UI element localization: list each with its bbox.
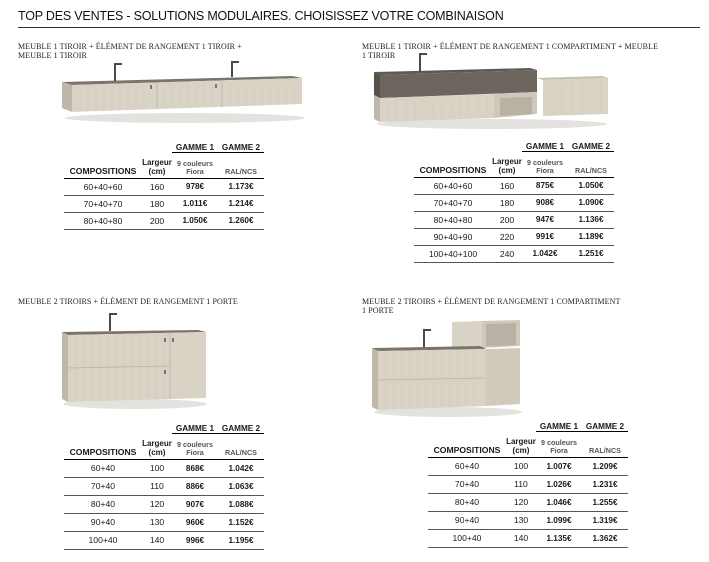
composition-cell: 70+40+70: [414, 194, 492, 211]
price-g2-cell: 1.088€: [218, 495, 264, 513]
gamme-2-subheader: RAL/NCS: [582, 431, 628, 457]
section-title: MEUBLE 1 TIROIR + ÉLÉMENT DE RANGEMENT 1 COMPARTIMENT + MEUBLE: [362, 42, 659, 51]
composition-cell: 80+40: [428, 493, 506, 511]
gamme-1-header: GAMME 1: [172, 138, 218, 152]
title-divider: [18, 27, 700, 28]
composition-cell: 70+40: [64, 477, 142, 495]
gamme-1-subheader: 9 couleurs Fiora: [536, 431, 582, 457]
compositions-header: COMPOSITIONS: [64, 433, 142, 459]
composition-cell: 80+40: [64, 495, 142, 513]
price-g1-cell: 947€: [522, 211, 568, 228]
price-g1-cell: 1.135€: [536, 529, 582, 547]
composition-cell: 60+40: [64, 459, 142, 477]
price-g2-cell: 1.189€: [568, 228, 614, 245]
section-4: [362, 297, 620, 315]
price-g1-cell: 996€: [172, 531, 218, 549]
width-cell: 220: [492, 228, 522, 245]
price-g2-cell: 1.362€: [582, 529, 628, 547]
price-g1-cell: 875€: [522, 177, 568, 194]
largeur-header: Largeur (cm): [506, 431, 536, 457]
compositions-header: COMPOSITIONS: [414, 151, 492, 177]
price-table-1: [64, 138, 264, 230]
width-cell: 100: [142, 459, 172, 477]
price-g2-cell: 1.063€: [218, 477, 264, 495]
width-cell: 110: [142, 477, 172, 495]
width-cell: 180: [492, 194, 522, 211]
composition-cell: 90+40: [64, 513, 142, 531]
table-row: [64, 195, 264, 212]
table-row: [64, 178, 264, 195]
width-cell: 110: [506, 475, 536, 493]
price-g2-cell: 1.050€: [568, 177, 614, 194]
page-title: TOP DES VENTES - SOLUTIONS MODULAIRES. CHOISISSEZ VOTRE COMBINAISON: [18, 9, 504, 23]
price-g1-cell: 1.046€: [536, 493, 582, 511]
price-g1-cell: 991€: [522, 228, 568, 245]
composition-cell: 60+40+60: [64, 178, 142, 195]
price-g1-cell: 1.011€: [172, 195, 218, 212]
gamme-2-header: GAMME 2: [582, 417, 628, 431]
table-row: [64, 495, 264, 513]
compositions-header: COMPOSITIONS: [428, 431, 506, 457]
price-table-2: [414, 137, 614, 263]
table-row: [428, 493, 628, 511]
width-cell: 240: [492, 245, 522, 262]
price-g1-cell: 1.050€: [172, 212, 218, 229]
composition-cell: 60+40: [428, 457, 506, 475]
composition-cell: 60+40+60: [414, 177, 492, 194]
width-cell: 100: [506, 457, 536, 475]
section-title-line2: 1 TIROIR: [362, 51, 396, 60]
price-g2-cell: 1.136€: [568, 211, 614, 228]
gamme-1-header: GAMME 1: [536, 417, 582, 431]
section-title: MEUBLE 2 TIROIRS + ÉLÉMENT DE RANGEMENT 1 COMPARTIMENT: [362, 297, 621, 306]
price-table-4: [428, 417, 628, 548]
table-row: [64, 459, 264, 477]
table-row: [414, 228, 614, 245]
composition-cell: 90+40+90: [414, 228, 492, 245]
section-title-line2: MEUBLE 1 TIROIR: [18, 51, 87, 60]
gamme-1-subheader: 9 couleurs Fiora: [172, 433, 218, 459]
table-row: [414, 177, 614, 194]
table-row: [414, 245, 614, 262]
price-g1-cell: 868€: [172, 459, 218, 477]
largeur-header: Largeur (cm): [142, 152, 172, 178]
price-g1-cell: 1.026€: [536, 475, 582, 493]
width-cell: 160: [142, 178, 172, 195]
table-row: [64, 531, 264, 549]
gamme-1-subheader: 9 couleurs Fiora: [522, 151, 568, 177]
price-g2-cell: 1.260€: [218, 212, 264, 229]
price-g2-cell: 1.251€: [568, 245, 614, 262]
price-g2-cell: 1.152€: [218, 513, 264, 531]
table-row: [64, 477, 264, 495]
table-row: [428, 529, 628, 547]
price-g2-cell: 1.090€: [568, 194, 614, 211]
composition-cell: 100+40: [428, 529, 506, 547]
composition-cell: 100+40+100: [414, 245, 492, 262]
width-cell: 130: [142, 513, 172, 531]
width-cell: 160: [492, 177, 522, 194]
price-g2-cell: 1.231€: [582, 475, 628, 493]
price-g2-cell: 1.195€: [218, 531, 264, 549]
price-table-3: [64, 419, 264, 550]
price-g2-cell: 1.042€: [218, 459, 264, 477]
price-g1-cell: 908€: [522, 194, 568, 211]
gamme-2-header: GAMME 2: [218, 138, 264, 152]
price-g1-cell: 907€: [172, 495, 218, 513]
table-row: [64, 513, 264, 531]
composition-cell: 80+40+80: [414, 211, 492, 228]
table-row: [428, 457, 628, 475]
gamme-1-subheader: 9 couleurs Fiora: [172, 152, 218, 178]
width-cell: 200: [492, 211, 522, 228]
gamme-2-subheader: RAL/NCS: [218, 152, 264, 178]
largeur-header: Largeur (cm): [492, 151, 522, 177]
width-cell: 200: [142, 212, 172, 229]
section-3: [18, 297, 238, 306]
width-cell: 180: [142, 195, 172, 212]
table-row: [414, 211, 614, 228]
composition-cell: 90+40: [428, 511, 506, 529]
composition-cell: 80+40+80: [64, 212, 142, 229]
product-image-1: [60, 60, 305, 125]
gamme-2-header: GAMME 2: [568, 137, 614, 151]
price-g1-cell: 1.007€: [536, 457, 582, 475]
section-title-line2: 1 PORTE: [362, 306, 394, 315]
width-cell: 120: [506, 493, 536, 511]
price-g1-cell: 1.042€: [522, 245, 568, 262]
price-g1-cell: 978€: [172, 178, 218, 195]
section-1: [18, 42, 242, 60]
product-image-2: [372, 52, 612, 130]
gamme-2-header: GAMME 2: [218, 419, 264, 433]
gamme-2-subheader: RAL/NCS: [218, 433, 264, 459]
width-cell: 130: [506, 511, 536, 529]
section-title: MEUBLE 1 TIROIR + ÉLÉMENT DE RANGEMENT 1 TIROIR +: [18, 42, 242, 51]
composition-cell: 70+40+70: [64, 195, 142, 212]
gamme-1-header: GAMME 1: [172, 419, 218, 433]
compositions-header: COMPOSITIONS: [64, 152, 142, 178]
largeur-header: Largeur (cm): [142, 433, 172, 459]
price-g2-cell: 1.214€: [218, 195, 264, 212]
composition-cell: 70+40: [428, 475, 506, 493]
width-cell: 140: [506, 529, 536, 547]
product-image-4: [370, 318, 525, 418]
composition-cell: 100+40: [64, 531, 142, 549]
price-g1-cell: 960€: [172, 513, 218, 531]
price-g1-cell: 886€: [172, 477, 218, 495]
table-row: [64, 212, 264, 229]
price-g2-cell: 1.173€: [218, 178, 264, 195]
price-g2-cell: 1.209€: [582, 457, 628, 475]
width-cell: 140: [142, 531, 172, 549]
price-g2-cell: 1.255€: [582, 493, 628, 511]
table-row: [428, 475, 628, 493]
price-g1-cell: 1.099€: [536, 511, 582, 529]
section-title: MEUBLE 2 TIROIRS + ÉLÉMENT DE RANGEMENT 1 PORTE: [18, 297, 238, 306]
width-cell: 120: [142, 495, 172, 513]
table-row: [414, 194, 614, 211]
product-image-3: [60, 310, 210, 410]
gamme-1-header: GAMME 1: [522, 137, 568, 151]
table-row: [428, 511, 628, 529]
price-g2-cell: 1.319€: [582, 511, 628, 529]
gamme-2-subheader: RAL/NCS: [568, 151, 614, 177]
